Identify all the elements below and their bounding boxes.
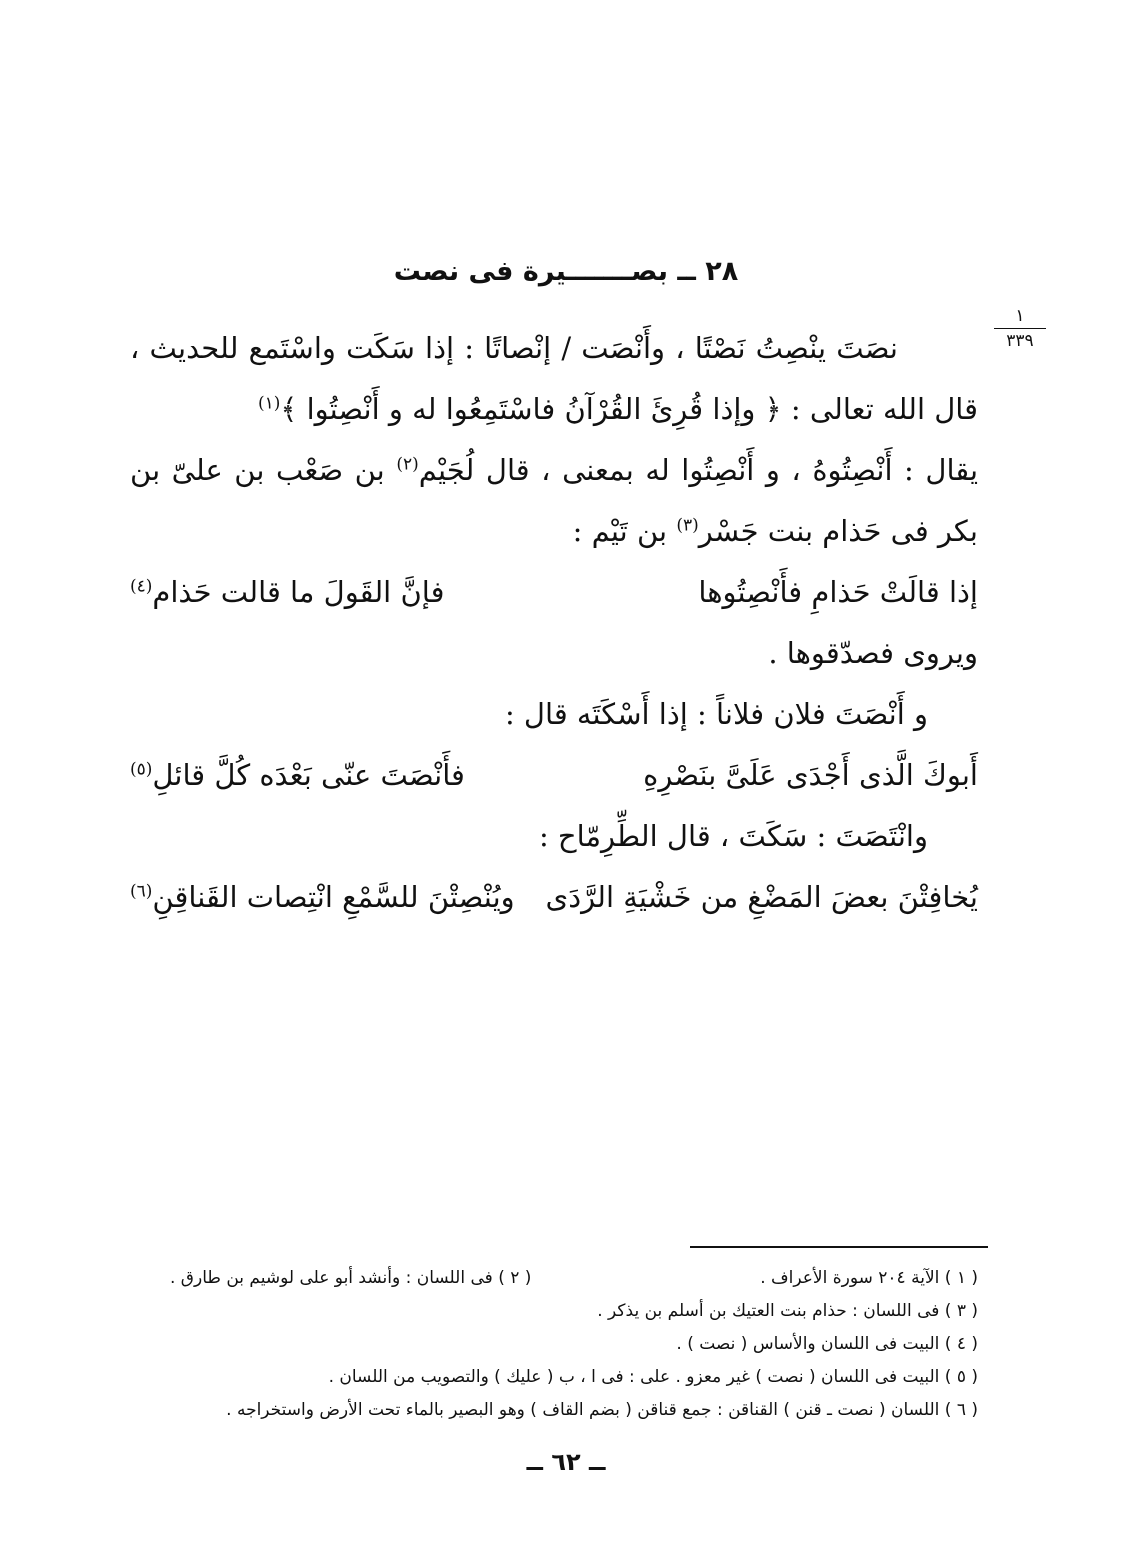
page-number: ــ ٦٢ ــ xyxy=(526,1448,606,1476)
margin-mark: ١ xyxy=(1015,306,1025,326)
paragraph-1 xyxy=(130,318,978,440)
verse-3 xyxy=(130,867,978,928)
paragraph-5: وانْتَصَتَ : سَكَتَ ، قال الطِّرِمّاح : xyxy=(538,819,928,853)
footnotes xyxy=(170,1262,978,1427)
footnote-5: ( ٥ ) البيت فى اللسان ( نصت ) غير معزو . على : فى ا ، ب ( عليك ) والتصويب من اللسان . xyxy=(328,1367,978,1387)
margin-page-reference xyxy=(990,306,1050,351)
verse-1-first-hemistich: إذا قالَتْ حَذامِ فأَنْصِتُوها xyxy=(698,575,978,609)
footnote-ref-1: (١) xyxy=(257,393,281,414)
footnote-row-1 xyxy=(170,1262,978,1295)
footnote-ref-3: (٣) xyxy=(676,515,699,536)
paragraph-4: و أَنْصَتَ فلان فلاناً : إذا أَسْكَتَه قال : xyxy=(504,697,928,731)
paragraph-2-text-c: بن تَيْم : xyxy=(572,514,668,548)
paragraph-2-text-b: بن صَعْب بن علىّ بن بكر فى حَذام بنت جَسْر xyxy=(130,453,978,548)
footnote-1: ( ١ ) الآية ٢٠٤ سورة الأعراف . xyxy=(760,1268,978,1288)
footnote-4: ( ٤ ) البيت فى اللسان والأساس ( نصت ) . xyxy=(676,1334,978,1354)
footnote-ref-6: (٦) xyxy=(130,881,153,902)
section-title: ٢٨ ــ بصـــــــيرة فى نصت xyxy=(393,256,739,287)
margin-page-number: ٣٣٩ xyxy=(1006,331,1034,351)
footnote-divider xyxy=(690,1246,988,1248)
footnote-2: ( ٢ ) فى اللسان : وأنشد أبو على لوشيم بن طارق . xyxy=(170,1268,532,1288)
paragraph-3: ويروى فصدّقوها . xyxy=(768,636,978,670)
verse-2 xyxy=(130,745,978,806)
verse-1 xyxy=(130,562,978,623)
paragraph-2 xyxy=(130,440,978,562)
footnote-6: ( ٦ ) اللسان ( نصت ـ قنن ) القناقن : جمع قناقن ( بضم القاف ) وهو البصير بالماء تحت الأرض واستخراجه . xyxy=(226,1400,978,1420)
verse-3-second-hemistich: ويُنْصِتْنَ للسَّمْعِ انْتِصات القَناقِنِ$^{(٦)}$ xyxy=(130,880,515,914)
verse-3-first-hemistich: يُخافِتْنَ بعضَ المَضْغِ من خَشْيَةِ الرَّدَى xyxy=(545,880,978,914)
footnote-ref-4: (٤) xyxy=(130,576,153,597)
footnote-ref-5: (٥) xyxy=(130,759,153,780)
paragraph-1-text: نصَتَ ينْصِتُ نَصْتًا ، وأَنْصَت / إنْصاتًا : إذا سَكَت واسْتَمع للحديث ، قال الله تعالى : ﴿ وإذا قُرِئَ القُرْآنُ فاسْتَمِعُوا له و أَنْصِتُوا ﴾ xyxy=(130,331,978,426)
main-text xyxy=(130,318,978,928)
verse-2-first-hemistich: أَبوكَ الَّذى أَجْدَى عَلَىَّ بنَصْرِهِ xyxy=(643,758,978,792)
footnote-ref-2: (٢) xyxy=(396,454,419,475)
verse-1-second-hemistich: فإنَّ القَولَ ما قالت حَذام$^{(٤)}$ xyxy=(130,575,445,609)
footnote-3: ( ٣ ) فى اللسان : حذام بنت العتيك بن أسلم بن يذكر . xyxy=(597,1301,978,1321)
margin-rule xyxy=(994,328,1046,329)
paragraph-2-text-a: يقال : أَنْصِتُوهُ ، و أَنْصِتُوا له بمعنى ، قال لُجَيْم xyxy=(418,453,979,487)
verse-2-second-hemistich: فأَنْصَتَ عنّى بَعْدَه كُلَّ قائلِ$^{(٥)}$ xyxy=(130,758,465,792)
